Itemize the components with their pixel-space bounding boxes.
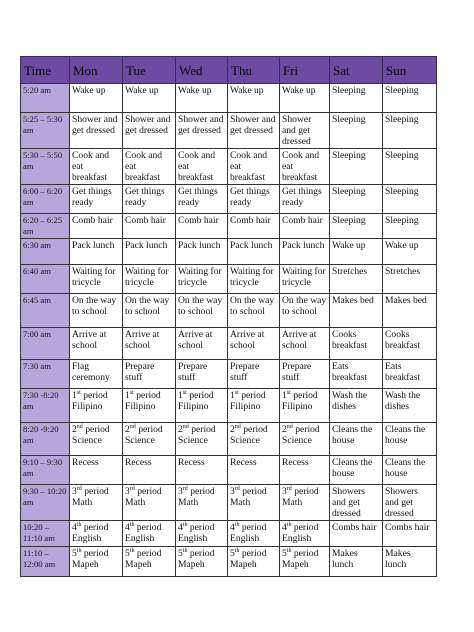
activity-cell: Pack lunch [228,239,280,265]
activity-cell: Combs hair [330,521,383,547]
activity-cell: Eats breakfast [330,360,383,389]
activity-cell: 3rd period Math [70,485,123,521]
activity-cell: 4th period English [228,521,280,547]
activity-cell: Shower and get dressed [123,113,176,149]
activity-cell: On the way to school [70,294,123,328]
activity-cell: Eats breakfast [383,360,437,389]
activity-cell: 4th period English [70,521,123,547]
activity-cell: Sleeping [383,84,437,113]
activity-cell: 1st period Filipino [123,389,176,423]
activity-cell: Sleeping [383,149,437,185]
activity-cell: Shower and get dressed [70,113,123,149]
activity-cell: Sleeping [383,113,437,149]
activity-cell: 1st period Filipino [176,389,228,423]
time-cell: 11:10 – 12:00 am [21,547,70,577]
time-cell: 6:40 am [21,265,70,294]
activity-cell: Cooks breakfast [330,328,383,360]
activity-cell: Wake up [70,84,123,113]
time-cell: 9:10 – 9:30 am [21,456,70,485]
activity-cell: Makes bed [383,294,437,328]
activity-cell: 1st period Filipino [70,389,123,423]
activity-cell: 4th period English [123,521,176,547]
activity-cell: 1st period Filipino [228,389,280,423]
activity-cell: Cook and eat breakfast [280,149,330,185]
activity-cell: Comb hair [70,214,123,239]
activity-cell: 1st period Filipino [280,389,330,423]
table-row [21,456,437,485]
activity-cell: Sleeping [330,149,383,185]
activity-cell: Cooks breakfast [383,328,437,360]
time-cell: 7:30 -8:20 am [21,389,70,423]
activity-cell: On the way to school [123,294,176,328]
activity-cell: Cleans the house [330,423,383,456]
activity-cell: Arrive at school [228,328,280,360]
table-row [21,389,437,423]
activity-cell: Showers and get dressed [383,485,437,521]
activity-cell: Stretches [383,265,437,294]
table-row [21,547,437,577]
activity-cell: Showers and get dressed [330,485,383,521]
time-cell: 5:20 am [21,84,70,113]
activity-cell: Wake up [383,239,437,265]
activity-cell: 5th period Mapeh [123,547,176,577]
schedule-sheet [20,56,436,577]
activity-cell: Pack lunch [70,239,123,265]
activity-cell: 3rd period Math [123,485,176,521]
activity-cell: Sleeping [383,185,437,214]
activity-cell: Arrive at school [123,328,176,360]
activity-cell: Makes lunch [383,547,437,577]
activity-cell: Get things ready [70,185,123,214]
activity-cell: Arrive at school [280,328,330,360]
activity-cell: Prepare stuff [123,360,176,389]
activity-cell: 4th period English [280,521,330,547]
activity-cell: Shower and get dressed [176,113,228,149]
activity-cell: 5th period Mapeh [280,547,330,577]
activity-cell: 5th period Mapeh [228,547,280,577]
activity-cell: Prepare stuff [280,360,330,389]
activity-cell: On the way to school [228,294,280,328]
column-header-tue: Tue [123,57,176,84]
column-header-thu: Thu [228,57,280,84]
activity-cell: Prepare stuff [176,360,228,389]
activity-cell: Comb hair [176,214,228,239]
activity-cell: 2nd period Science [228,423,280,456]
time-cell: 5:30 – 5:50 am [21,149,70,185]
activity-cell: Comb hair [123,214,176,239]
activity-cell: 3rd period Math [280,485,330,521]
activity-cell: 4th period English [176,521,228,547]
activity-cell: Shower and get dressed [228,113,280,149]
activity-cell: On the way to school [176,294,228,328]
activity-cell: 5th period Mapeh [70,547,123,577]
activity-cell: Cook and eat breakfast [70,149,123,185]
column-header-time: Time [21,57,70,84]
activity-cell: Waiting for tricycle [176,265,228,294]
activity-cell: Pack lunch [176,239,228,265]
activity-cell: Recess [176,456,228,485]
table-row [21,521,437,547]
activity-cell: 2nd period Science [176,423,228,456]
table-row [21,423,437,456]
activity-cell: Arrive at school [70,328,123,360]
activity-cell: Cook and eat breakfast [228,149,280,185]
activity-cell: Stretches [330,265,383,294]
activity-cell: Wake up [123,84,176,113]
time-cell: 6:20 – 6:25 am [21,214,70,239]
table-row [21,185,437,214]
activity-cell: Cleans the house [383,423,437,456]
activity-cell: 2nd period Science [70,423,123,456]
activity-cell: Recess [70,456,123,485]
activity-cell: Wake up [228,84,280,113]
activity-cell: Wash the dishes [330,389,383,423]
table-row [21,360,437,389]
activity-cell: Get things ready [123,185,176,214]
activity-cell: Makes bed [330,294,383,328]
time-cell: 10:20 – 11:10 am [21,521,70,547]
activity-cell: 5th period Mapeh [176,547,228,577]
column-header-mon: Mon [70,57,123,84]
time-cell: 6:45 am [21,294,70,328]
activity-cell: Recess [123,456,176,485]
activity-cell: Arrive at school [176,328,228,360]
column-header-fri: Fri [280,57,330,84]
time-cell: 9:30 – 10:20 am [21,485,70,521]
activity-cell: Sleeping [330,185,383,214]
time-cell: 5:25 – 5:30 am [21,113,70,149]
time-cell: 6:30 am [21,239,70,265]
table-row [21,149,437,185]
column-header-wed: Wed [176,57,228,84]
table-row [21,294,437,328]
activity-cell: Cook and eat breakfast [123,149,176,185]
activity-cell: Wake up [176,84,228,113]
activity-cell: 2nd period Science [123,423,176,456]
activity-cell: Prepare stuff [228,360,280,389]
table-row [21,214,437,239]
activity-cell: Pack lunch [123,239,176,265]
activity-cell: Get things ready [280,185,330,214]
activity-cell: 2nd period Science [280,423,330,456]
activity-cell: Sleeping [330,84,383,113]
table-row [21,239,437,265]
activity-cell: Shower and get dressed [280,113,330,149]
activity-cell: 3rd period Math [176,485,228,521]
table-row [21,328,437,360]
activity-cell: Cleans the house [330,456,383,485]
column-header-sun: Sun [383,57,437,84]
activity-cell: 3rd period Math [228,485,280,521]
header-row [21,57,437,84]
activity-cell: Waiting for tricycle [228,265,280,294]
schedule-body [21,84,437,577]
activity-cell: Sleeping [330,113,383,149]
activity-cell: Combs hair [383,521,437,547]
activity-cell: Waiting for tricycle [280,265,330,294]
activity-cell: Sleeping [383,214,437,239]
activity-cell: Comb hair [280,214,330,239]
activity-cell: Waiting for tricycle [123,265,176,294]
activity-cell: Recess [228,456,280,485]
activity-cell: Get things ready [176,185,228,214]
activity-cell: Sleeping [330,214,383,239]
activity-cell: Recess [280,456,330,485]
activity-cell: Flag ceremony [70,360,123,389]
time-cell: 7:30 am [21,360,70,389]
activity-cell: Wake up [280,84,330,113]
activity-cell: Get things ready [228,185,280,214]
table-row [21,485,437,521]
activity-cell: Makes lunch [330,547,383,577]
activity-cell: Comb hair [228,214,280,239]
time-cell: 7:00 am [21,328,70,360]
activity-cell: Wash the dishes [383,389,437,423]
activity-cell: Waiting for tricycle [70,265,123,294]
activity-cell: Cleans the house [383,456,437,485]
time-cell: 6:00 – 6:20 am [21,185,70,214]
table-row [21,265,437,294]
weekly-schedule-table [20,56,437,577]
table-row [21,84,437,113]
activity-cell: On the way to school [280,294,330,328]
activity-cell: Cook and eat breakfast [176,149,228,185]
activity-cell: Pack lunch [280,239,330,265]
activity-cell: Wake up [330,239,383,265]
table-row [21,113,437,149]
time-cell: 8:20 -9:20 am [21,423,70,456]
column-header-sat: Sat [330,57,383,84]
